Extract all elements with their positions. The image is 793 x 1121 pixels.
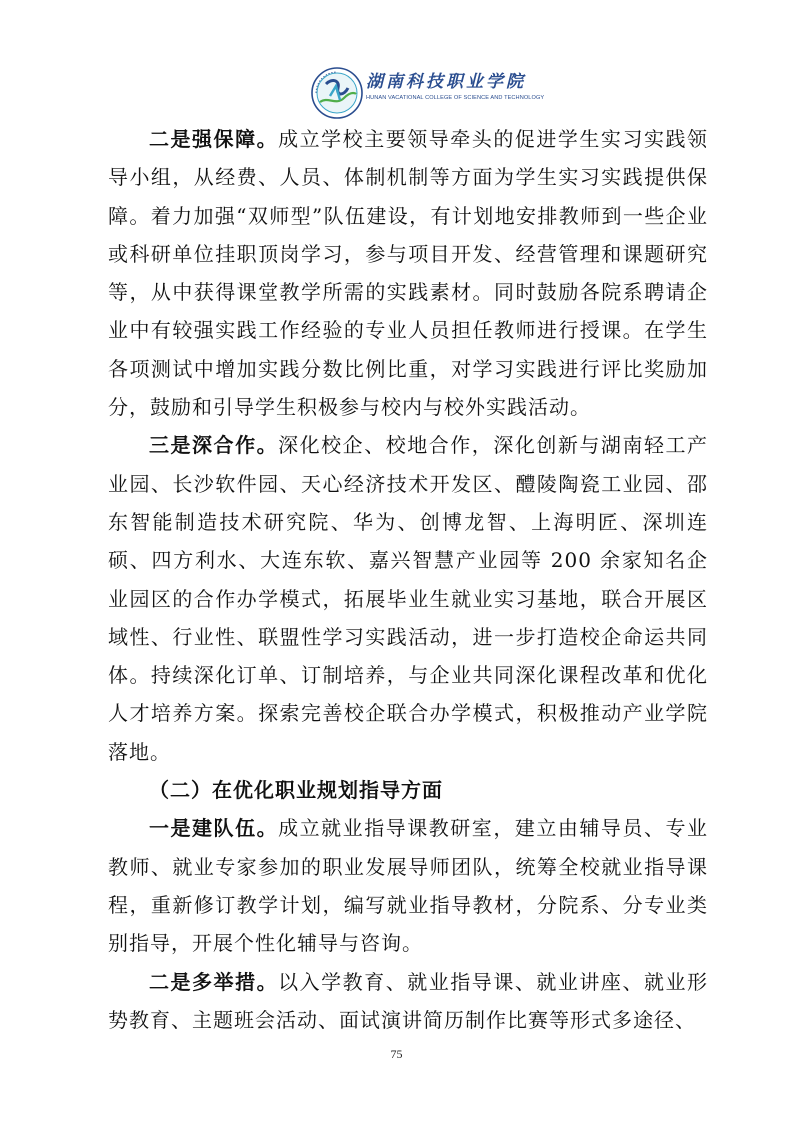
paragraph-multiple-measures xyxy=(108,963,708,1040)
paragraph-text: 深化校企、校地合作，深化创新与湖南轻工产业园、长沙软件园、天心经济技术开发区、醴陵陶瓷工业园、邵东智能制造技术研究院、华为、创博龙智、上海明匠、深圳连硕、四方利水、大连东软、嘉兴智慧产业园等 200 余家知名企业园区的合作办学模式，拓展毕业生就业实习基地，联合开展区域性、行业性、联盟性学习实践活动，进一步打造校企命运共同体。持续深化订单、订制培养，与企业共同深化课程改革和优化人才培养方案。探索完善校企联合办学模式，积极推动产业学院落地。 xyxy=(108,433,709,764)
paragraph-strengthen-guarantee xyxy=(108,120,708,426)
paragraph-deepen-cooperation xyxy=(108,426,708,771)
school-name-en: HUNAN VACATIONAL COLLEGE OF SCIENCE AND TECHNOLOGY xyxy=(366,95,545,101)
paragraph-text: 成立学校主要领导牵头的促进学生实习实践领导小组，从经费、人员、体制机制等方面为学生实习实践提供保障。着力加强“双师型”队伍建设，有计划地安排教师到一些企业或科研单位挂职顶岗学习，参与项目开发、经营管理和课题研究等，从中获得课堂教学所需的实践素材。同时鼓励各院系聘请企业中有较强实践工作经验的专业人员担任教师进行授课。在学生各项测试中增加实践分数比例比重，对学习实践进行评比奖励加分，鼓励和引导学生积极参与校内与校外实践活动。 xyxy=(108,127,709,420)
paragraph-lead: 二是强保障。 xyxy=(149,127,279,151)
page-header xyxy=(0,64,793,124)
paragraph-text: 成立就业指导课教研室，建立由辅导员、专业教师、就业专家参加的职业发展导师团队，统筹全校就业指导课程，重新修订教学计划，编写就业指导教材，分院系、分专业类别指导，开展个性化辅导与咨询。 xyxy=(108,816,709,956)
school-name: 湖南科技职业学院 xyxy=(366,72,526,92)
paragraph-lead: 一是建队伍。 xyxy=(149,816,279,841)
paragraph-build-team xyxy=(108,809,708,962)
paragraph-lead: 三是深合作。 xyxy=(149,433,279,458)
page-number: 75 xyxy=(390,1047,403,1061)
school-wordmark xyxy=(366,72,545,101)
school-emblem-icon xyxy=(310,66,364,120)
paragraph-text: 以入学教育、就业指导课、就业讲座、就业形势教育、主题班会活动、面试演讲简历制作比赛等形式多途径、 xyxy=(108,969,709,1032)
paragraph-lead: 二是多举措。 xyxy=(149,969,279,994)
document-body xyxy=(108,120,708,1039)
section-heading: （二）在优化职业规划指导方面 xyxy=(149,778,443,803)
